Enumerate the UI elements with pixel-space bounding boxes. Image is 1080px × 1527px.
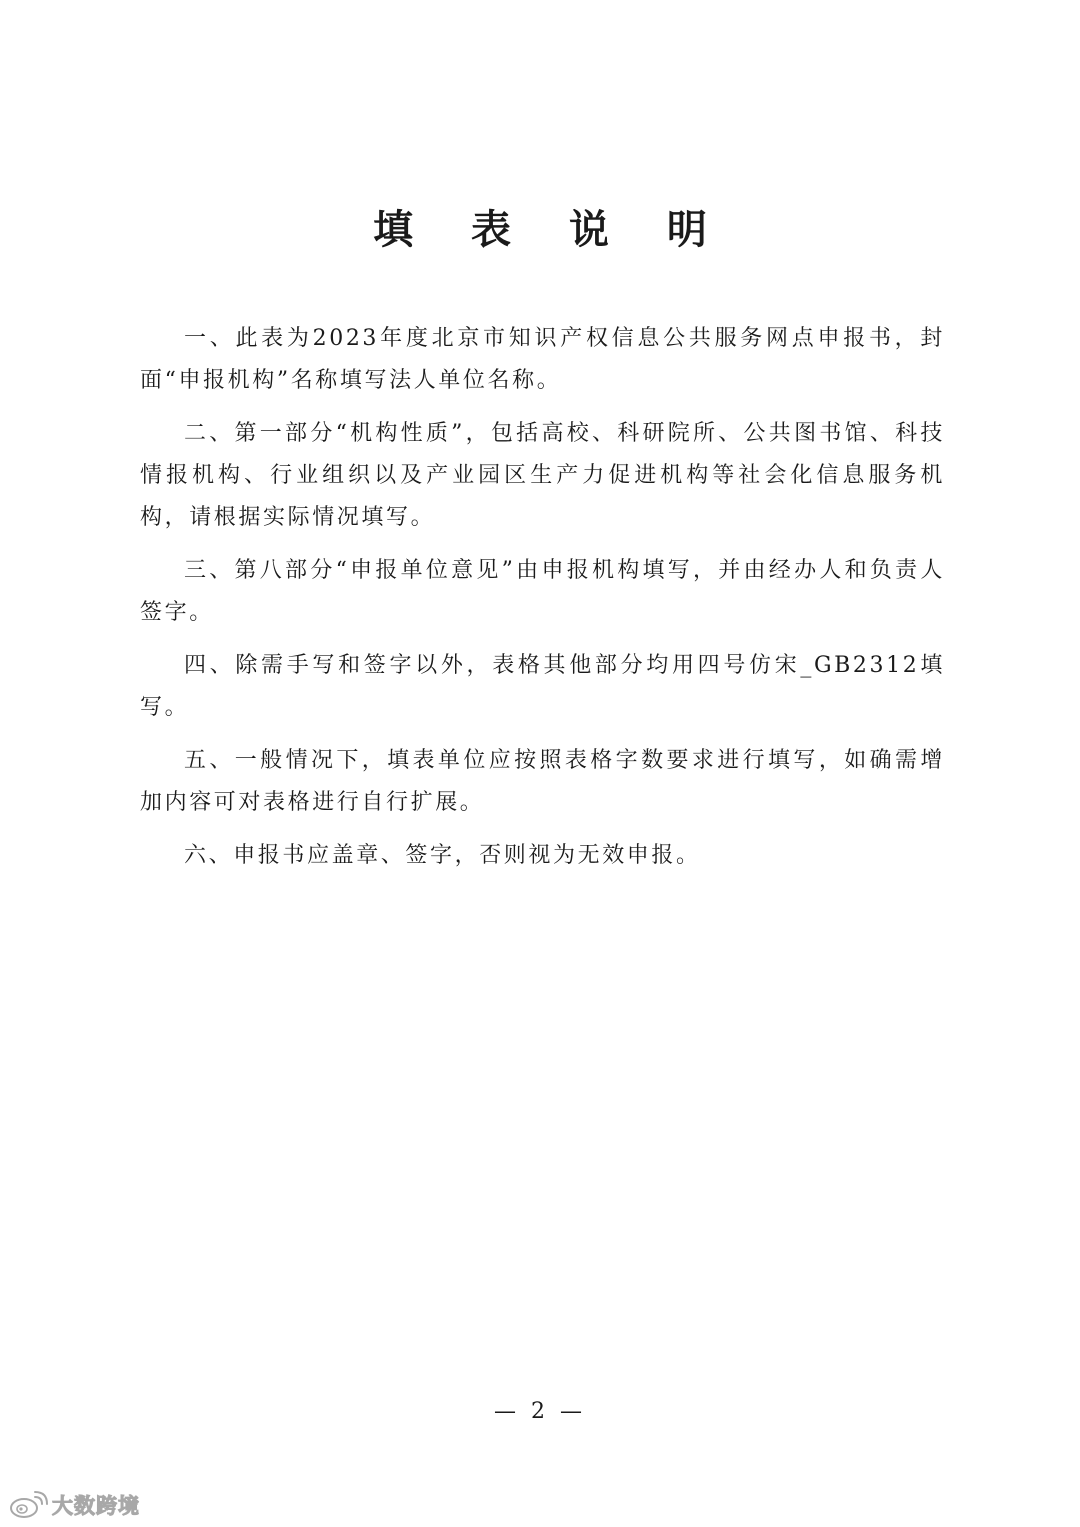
instruction-paragraph-6: 六、申报书应盖章、签字，否则视为无效申报。 <box>184 843 701 868</box>
instruction-paragraph-4: 四、除需手写和签字以外，表格其他部分均用四号仿宋_GB2312填写。 <box>140 653 945 720</box>
instructions-body <box>140 318 945 888</box>
weibo-logo-icon <box>8 1491 48 1519</box>
instruction-paragraph-3: 三、第八部分“申报单位意见”由申报机构填写，并由经办人和负责人签字。 <box>140 558 945 625</box>
page-number: — 2 — <box>494 1399 586 1424</box>
instruction-paragraph-1: 一、此表为2023年度北京市知识产权信息公共服务网点申报书，封面“申报机构”名称填写法人单位名称。 <box>140 326 945 393</box>
watermark <box>8 1490 140 1520</box>
instruction-paragraph-2: 二、第一部分“机构性质”，包括高校、科研院所、公共图书馆、科技情报机构、行业组织以及产业园区生产力促进机构等社会化信息服务机构，请根据实际情况填写。 <box>140 421 945 530</box>
instruction-paragraph-5: 五、一般情况下，填表单位应按照表格字数要求进行填写，如确需增加内容可对表格进行自行扩展。 <box>140 748 945 815</box>
page-title: 填 表 说 明 <box>373 207 729 253</box>
watermark-text: 大数跨境 <box>52 1494 140 1518</box>
